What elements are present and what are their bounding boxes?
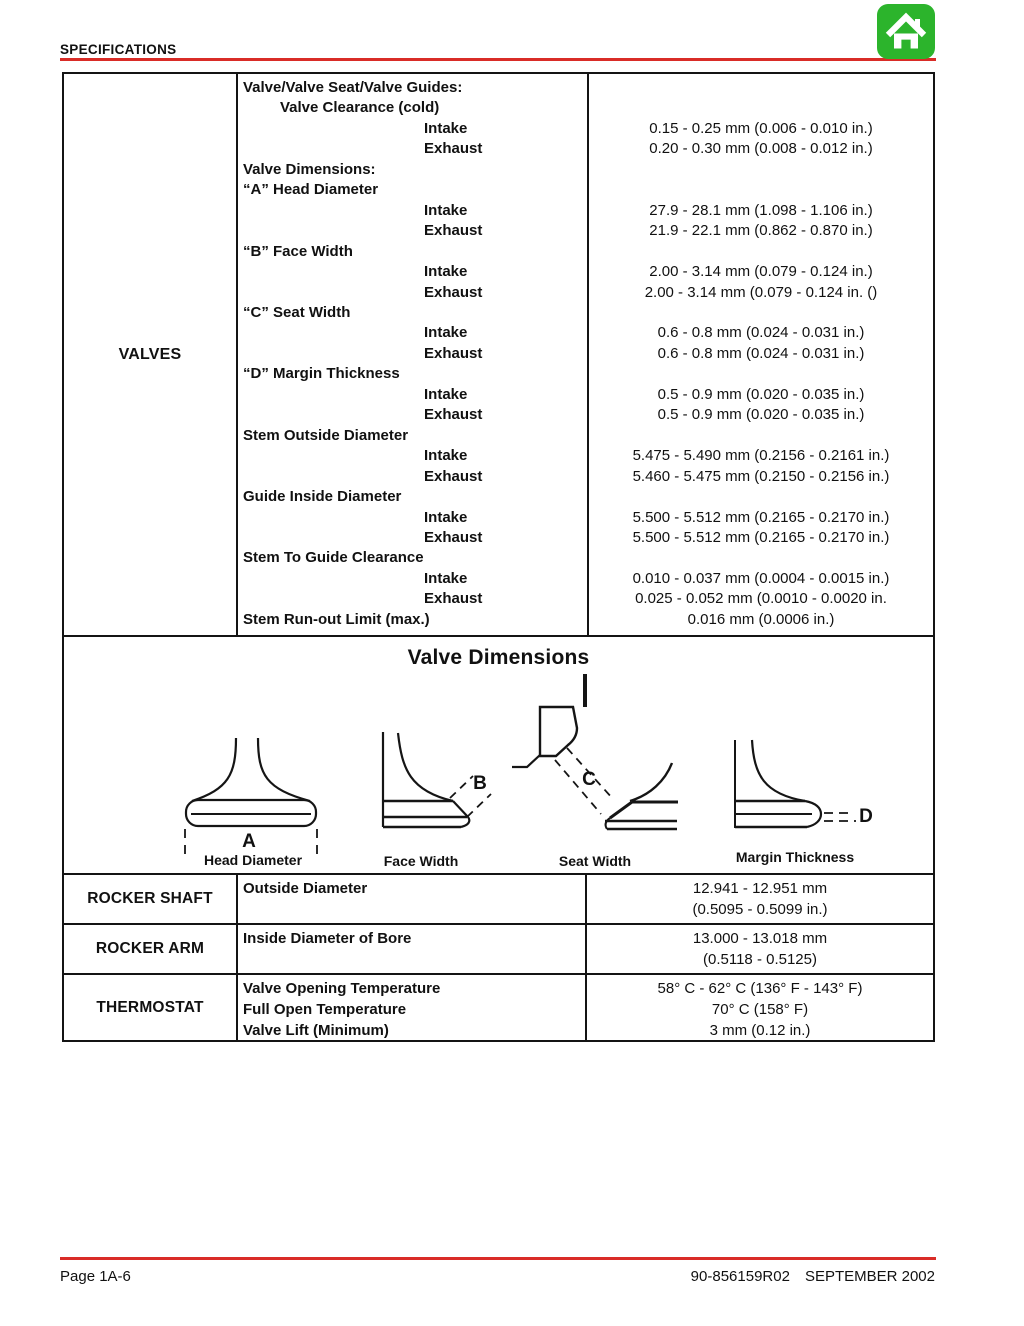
spec-value: 2.00 - 3.14 mm (0.079 - 0.124 in.) bbox=[649, 263, 873, 281]
spec-label: Exhaust bbox=[424, 344, 483, 362]
spec-value: 5.500 - 5.512 mm (0.2165 - 0.2170 in.) bbox=[632, 528, 890, 546]
spec-row bbox=[238, 508, 933, 528]
spec-label: Stem To Guide Clearance bbox=[243, 549, 424, 567]
home-icon bbox=[877, 4, 935, 59]
specifications-table bbox=[62, 72, 935, 1042]
diagram-title: Valve Dimensions bbox=[407, 646, 590, 669]
spec-row bbox=[238, 303, 933, 323]
spec-value: 27.9 - 28.1 mm (1.098 - 1.106 in.) bbox=[649, 201, 873, 219]
spec-row bbox=[238, 487, 933, 507]
spec-label: Exhaust bbox=[424, 140, 483, 158]
spec-row bbox=[238, 344, 933, 364]
spec-row bbox=[238, 548, 933, 568]
spec-value bbox=[589, 242, 933, 262]
page-title: SPECIFICATIONS bbox=[60, 42, 177, 57]
spec-row bbox=[238, 283, 933, 303]
spec-label: Intake bbox=[424, 569, 468, 587]
spec-label: Intake bbox=[424, 263, 468, 281]
rocker-shaft-spec-label: Outside Diameter bbox=[238, 875, 587, 923]
spec-row bbox=[238, 446, 933, 466]
spec-label: “A” Head Diameter bbox=[243, 181, 379, 199]
spec-value bbox=[589, 364, 933, 384]
spec-label: Exhaust bbox=[424, 528, 483, 546]
spec-value: 5.500 - 5.512 mm (0.2165 - 0.2170 in.) bbox=[632, 508, 890, 526]
thermostat-label: THERMOSTAT bbox=[64, 975, 238, 1040]
footer-date: SEPTEMBER 2002 bbox=[804, 1268, 935, 1285]
spec-row bbox=[238, 139, 933, 159]
spec-value bbox=[589, 303, 933, 323]
spec-row bbox=[238, 364, 933, 384]
spec-label: “D” Margin Thickness bbox=[243, 365, 400, 383]
home-button[interactable] bbox=[877, 4, 935, 59]
spec-value: 0.6 - 0.8 mm (0.024 - 0.031 in.) bbox=[657, 344, 865, 362]
spec-label: Intake bbox=[424, 508, 468, 526]
spec-label: Guide Inside Diameter bbox=[243, 488, 402, 506]
dim-letter-d: D bbox=[859, 806, 873, 827]
spec-label: Exhaust bbox=[424, 590, 483, 608]
spec-label: Exhaust bbox=[424, 406, 483, 424]
spec-row bbox=[238, 569, 933, 589]
caption-margin-thickness: Margin Thickness bbox=[735, 849, 855, 865]
spec-value: 5.475 - 5.490 mm (0.2156 - 0.2161 in.) bbox=[632, 447, 890, 465]
spec-value bbox=[589, 160, 933, 180]
spec-row bbox=[238, 467, 933, 487]
spec-label: Intake bbox=[424, 324, 468, 342]
spec-label: Stem Run-out Limit (max.) bbox=[243, 610, 430, 628]
spec-row bbox=[238, 610, 933, 630]
footer-rule bbox=[60, 1257, 936, 1260]
thermostat-spec-labels: Valve Opening Temperature Full Open Temperature Valve Lift (Minimum) bbox=[238, 975, 587, 1040]
spec-row bbox=[238, 426, 933, 446]
dim-letter-b: B bbox=[473, 773, 487, 794]
spec-value: 0.010 - 0.037 mm (0.0004 - 0.0015 in.) bbox=[632, 569, 890, 587]
footer-doc-number: 90-856159R02 bbox=[690, 1268, 790, 1285]
rocker-arm-spec-label: Inside Diameter of Bore bbox=[238, 925, 587, 973]
rocker-shaft-label: ROCKER SHAFT bbox=[64, 875, 238, 923]
dim-letter-a: A bbox=[242, 831, 256, 852]
spec-row bbox=[238, 98, 933, 118]
rocker-arm-label: ROCKER ARM bbox=[64, 925, 238, 973]
spec-value bbox=[589, 180, 933, 200]
spec-value: 2.00 - 3.14 mm (0.079 - 0.124 in. () bbox=[644, 283, 878, 301]
spec-label: Intake bbox=[424, 385, 468, 403]
spec-value bbox=[589, 487, 933, 507]
spec-label: Exhaust bbox=[424, 467, 483, 485]
spec-value: 0.6 - 0.8 mm (0.024 - 0.031 in.) bbox=[657, 324, 865, 342]
spec-row bbox=[238, 180, 933, 200]
dim-letter-c: C bbox=[582, 769, 596, 790]
valves-spec-grid bbox=[238, 74, 933, 635]
column-divider bbox=[587, 74, 589, 635]
spec-label: Valve Dimensions: bbox=[243, 160, 376, 178]
spec-row bbox=[238, 160, 933, 180]
spec-label: Intake bbox=[424, 201, 468, 219]
spec-label: Intake bbox=[424, 119, 468, 137]
spec-label: “B” Face Width bbox=[243, 242, 353, 260]
spec-row bbox=[238, 589, 933, 609]
spec-value: 0.5 - 0.9 mm (0.020 - 0.035 in.) bbox=[657, 385, 865, 403]
spec-value: 0.15 - 0.25 mm (0.006 - 0.010 in.) bbox=[649, 119, 873, 137]
spec-value: 0.025 - 0.052 mm (0.0010 - 0.0020 in. bbox=[635, 590, 887, 608]
spec-label: Exhaust bbox=[424, 283, 483, 301]
spec-row bbox=[238, 405, 933, 425]
spec-label: “C” Seat Width bbox=[243, 303, 351, 321]
thermostat-row bbox=[64, 975, 933, 1040]
valves-section-label: VALVES bbox=[64, 74, 238, 635]
spec-value bbox=[589, 98, 933, 118]
caption-seat-width: Seat Width bbox=[558, 853, 632, 869]
spec-row bbox=[238, 242, 933, 262]
spec-label: Valve Clearance (cold) bbox=[280, 99, 440, 117]
spec-label: Valve/Valve Seat/Valve Guides: bbox=[243, 79, 463, 96]
footer-doc-info bbox=[691, 1268, 935, 1285]
spec-row bbox=[238, 119, 933, 139]
spec-label: Stem Outside Diameter bbox=[243, 426, 409, 444]
caption-head-diameter: Head Diameter bbox=[203, 852, 303, 868]
spec-value bbox=[589, 548, 933, 568]
spec-value bbox=[589, 78, 933, 98]
spec-value: 0.5 - 0.9 mm (0.020 - 0.035 in.) bbox=[657, 406, 865, 424]
caption-face-width: Face Width bbox=[383, 853, 459, 869]
spec-value: 0.20 - 0.30 mm (0.008 - 0.012 in.) bbox=[649, 140, 873, 158]
spec-label: Intake bbox=[424, 447, 468, 465]
spec-row bbox=[238, 385, 933, 405]
footer-page-number: Page 1A-6 bbox=[60, 1268, 131, 1285]
spec-row bbox=[238, 262, 933, 282]
valve-figure-seat-width bbox=[512, 674, 678, 829]
thermostat-spec-values: 58° C - 62° C (136° F - 143° F) 70° C (158° F) 3 mm (0.12 in.) bbox=[657, 980, 863, 1039]
rocker-arm-row bbox=[64, 925, 933, 975]
rocker-arm-spec-value: 13.000 - 13.018 mm (0.5118 - 0.5125) bbox=[692, 930, 828, 968]
rocker-shaft-row bbox=[64, 875, 933, 925]
valve-figure-margin-thickness bbox=[735, 740, 856, 828]
spec-value: 0.016 mm (0.0006 in.) bbox=[687, 610, 835, 628]
spec-value: 21.9 - 22.1 mm (0.862 - 0.870 in.) bbox=[649, 222, 873, 240]
valves-section bbox=[64, 74, 933, 637]
header-rule bbox=[60, 58, 936, 61]
valve-diagrams-drawing bbox=[64, 637, 933, 873]
spec-row bbox=[238, 528, 933, 548]
spec-row bbox=[238, 78, 933, 98]
spec-row bbox=[238, 323, 933, 343]
spec-label: Exhaust bbox=[424, 222, 483, 240]
spec-value bbox=[589, 426, 933, 446]
rocker-shaft-spec-value: 12.941 - 12.951 mm (0.5095 - 0.5099 in.) bbox=[692, 880, 828, 918]
spec-row bbox=[238, 221, 933, 241]
spec-value: 5.460 - 5.475 mm (0.2150 - 0.2156 in.) bbox=[632, 467, 890, 485]
spec-row bbox=[238, 201, 933, 221]
valve-dimensions-section bbox=[64, 637, 933, 875]
